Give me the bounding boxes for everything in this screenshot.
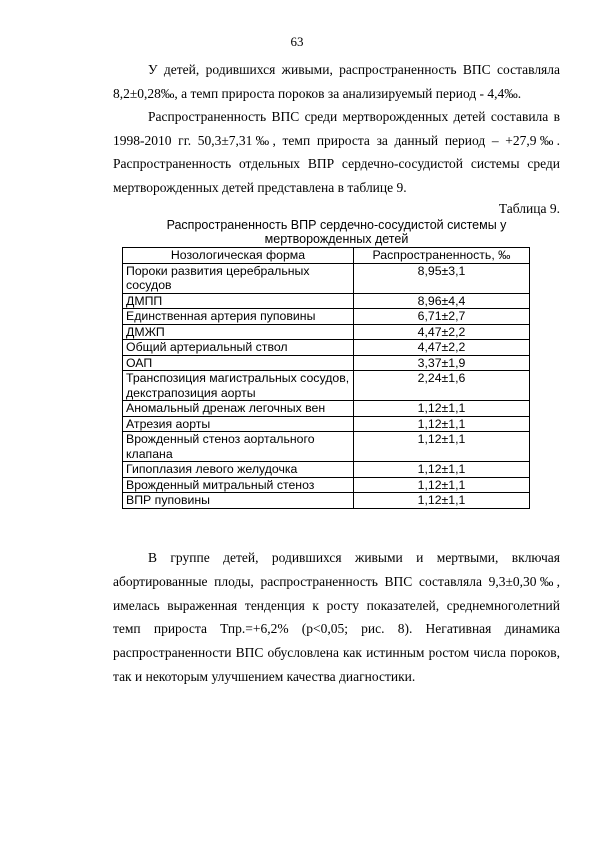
table-row (123, 355, 530, 371)
cell-prevalence: 8,95±3,1 (354, 263, 530, 293)
cell-prevalence: 3,37±1,9 (354, 355, 530, 371)
header-prevalence: Распространенность, ‰ (354, 248, 530, 264)
table-row (123, 309, 530, 325)
cell-prevalence: 8,96±4,4 (354, 293, 530, 309)
table-row (123, 462, 530, 478)
cell-nosology: Гипоплазия левого желудочка (123, 462, 354, 478)
cell-prevalence: 1,12±1,1 (354, 432, 530, 462)
cell-nosology: Врожденный стеноз аортального клапана (123, 432, 354, 462)
cell-nosology: Единственная артерия пуповины (123, 309, 354, 325)
page-number: 63 (290, 34, 304, 49)
paragraph-stillborn: Распространенность ВПС среди мертворожденных детей составила в 1998-2010 гг. 50,3±7,31‰, темп прироста за данный период – +27,9‰. Распространенность отдельных ВПР сердечно-сосудистой системы среди мертворожденных детей представлена в таблице 9. (113, 109, 560, 195)
cell-prevalence: 4,47±2,2 (354, 340, 530, 356)
table-row (123, 263, 530, 293)
table-row (123, 416, 530, 432)
cell-nosology: Общий артериальный ствол (123, 340, 354, 356)
cell-prevalence: 2,24±1,6 (354, 371, 530, 401)
cell-nosology: ОАП (123, 355, 354, 371)
cell-nosology: Атрезия аорты (123, 416, 354, 432)
cell-prevalence: 6,71±2,7 (354, 309, 530, 325)
table-label: Таблица 9. (498, 201, 560, 216)
cell-nosology: ДМПП (123, 293, 354, 309)
table-body (123, 263, 530, 508)
cell-prevalence: 1,12±1,1 (354, 462, 530, 478)
cell-prevalence: 1,12±1,1 (354, 493, 530, 509)
table-row (123, 432, 530, 462)
cell-nosology: Аномальный дренаж легочных вен (123, 401, 354, 417)
table-caption: Распространенность ВПР сердечно-сосудистой системы у мертворожденных детей (166, 218, 507, 246)
table-row (123, 293, 530, 309)
table-row (123, 340, 530, 356)
table-header-row (123, 248, 530, 264)
cell-nosology: ВПР пуповины (123, 493, 354, 509)
cell-nosology: Врожденный митральный стеноз (123, 477, 354, 493)
cell-prevalence: 1,12±1,1 (354, 416, 530, 432)
cell-prevalence: 4,47±2,2 (354, 324, 530, 340)
cell-nosology: ДМЖП (123, 324, 354, 340)
header-nosology: Нозологическая форма (123, 248, 354, 264)
prevalence-table (122, 247, 530, 509)
table-row (123, 401, 530, 417)
cell-nosology: Транспозиция магистральных сосудов, декстрапозиция аорты (123, 371, 354, 401)
paragraph-combined: В группе детей, родившихся живыми и мертвыми, включая абортированные плоды, распространенность ВПС составляла 9,3±0,30‰, имелась выраженная тенденция к росту показателей, среднемноголетний темп прироста Тпр.=+6,2% (р<0,05; рис. 8). Негативная динамика распространенности ВПС обусловлена как истинным ростом числа пороков, так и некоторым улучшением качества диагностики. (113, 550, 560, 684)
table-row (123, 324, 530, 340)
cell-prevalence: 1,12±1,1 (354, 477, 530, 493)
table-row (123, 477, 530, 493)
table-row (123, 371, 530, 401)
cell-prevalence: 1,12±1,1 (354, 401, 530, 417)
paragraph-live-born: У детей, родившихся живыми, распространенность ВПС составляла 8,2±0,28‰, а темп прироста пороков за анализируемый период - 4,4‰. (113, 62, 560, 101)
cell-nosology: Пороки развития церебральных сосудов (123, 263, 354, 293)
table-row (123, 493, 530, 509)
